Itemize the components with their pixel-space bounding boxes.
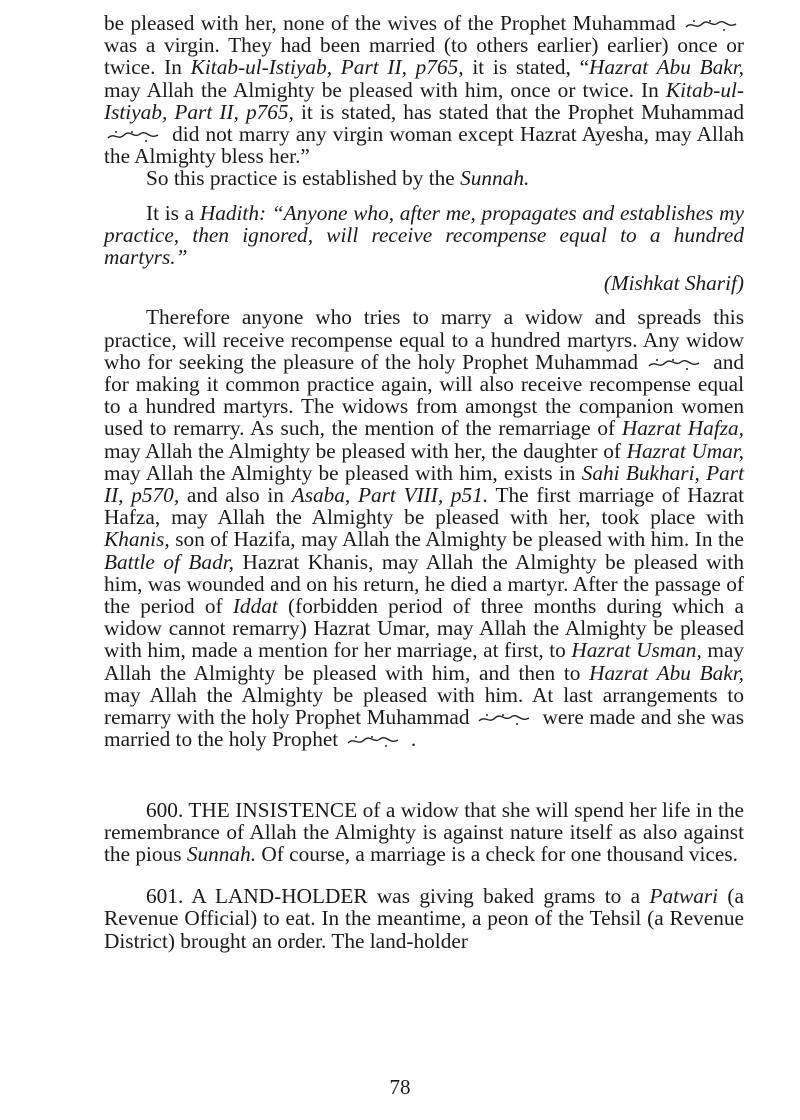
text: son of Hazifa, may Allah the Almighty be pleased with him. In the [169,527,744,552]
text: Therefore anyone who tries to marry a widow and spreads this practice, will receive recompense equal to a hundred martyrs. Any widow who for seeking the pleasure of the holy Prophet Muhammad [104,305,744,374]
citation: Asaba, Part VIII, p51. [291,483,489,508]
text: Hazrat Khanis, may Allah the Almighty be pleased with him, was wounded and on his return, he died a martyr. After the passage of the period of [104,549,744,619]
text: and also in [179,483,292,508]
text: (a Revenue Official) to eat. In the meantime, a peon of the Tehsil (a Revenue District) brought an order. The land-holder [104,884,744,953]
term: Sunnah. [460,166,530,191]
text: So this practice is established by the [146,166,461,191]
text: may Allah the Almighty be pleased with him, exists in [104,460,582,485]
quote: “Anyone who, after me, propagates and establishes my practice, then ignored, will receive recompense equal to a hundred martyrs.” [104,200,744,270]
arabic-salutation-icon [477,712,531,726]
text: did not marry any virgin woman except Hazrat Ayesha, may Allah the Almighty bless her.” [104,122,744,169]
arabic-salutation-icon [647,357,701,371]
citation-mishkat: (Mishkat Sharif) [603,271,744,296]
text: was a virgin. They had been married (to others earlier) earlier) once or twice. In [104,33,744,80]
text: be pleased with her, none of the wives of the Prophet Muhammad [104,11,682,35]
text: may Allah the Almighty be pleased with him. At last arrangements to remarry with the holy Prophet Muhammad [104,682,744,730]
text: Of course, a marriage is a check for one thousand vices. [256,841,738,866]
text: and for making it common practice again, will also receive recompense equal to a hundred martyrs. The widows from amongst the companion women used to remarry. As such, the mention of the remarriage of [104,349,744,441]
citation: Sahi Bukhari, Part II, p570, [104,460,744,508]
term: Patwari [649,884,719,909]
term: Battle of Badr, [104,549,234,574]
term: Sunnah. [186,841,257,866]
text: It is a [146,200,200,225]
term: Hadith: [199,200,267,225]
paragraph-sunnah [104,167,744,189]
page-number: 78 [389,1075,411,1099]
text: (forbidden period of three months during which a widow cannot remarry) Hazrat Umar, may Allah the Almighty be pleased with him, made a mention for her marriage, at first, to [104,594,745,663]
paragraph-wives [104,12,744,167]
name: Hazrat Abu Bakr, [589,55,744,80]
text: may Allah the Almighty be pleased with her, the daughter of [104,438,627,463]
citation: Kitab-ul-Istiyab, Part II, p765, [104,77,744,124]
text: . [405,727,417,752]
page-body [104,12,744,952]
paragraph-600 [104,799,744,866]
text: 600. THE INSISTENCE of a widow that she will spend her life in the remembrance of Allah the Almighty is against nature itself as also against the pious [104,797,744,866]
term: Iddat [232,594,278,619]
text: it is stated, “ [463,55,590,80]
name: Hazrat Umar, [626,438,744,463]
paragraph-601 [104,885,744,952]
text: were made and she was married to the holy Prophet [104,705,744,752]
paragraph-hadith [104,202,744,269]
text: 601. A LAND-HOLDER was giving baked grams to a [146,884,650,909]
text: it is stated, has stated that the Prophet Muhammad [293,99,744,124]
text: may Allah the Almighty be pleased with him, and then to [104,638,745,685]
name: Hazrat Usman, [571,638,702,663]
arabic-salutation-icon [106,129,160,143]
paragraph-widow [104,306,744,750]
text: The first marriage of Hazrat Hafza, may Allah the Almighty be pleased with her, took place with [104,483,745,530]
name: Hazrat Hafza, [621,416,745,441]
citation: Kitab-ul-Istiyab, Part II, p765, [190,55,464,80]
arabic-salutation-icon [346,734,400,748]
name: Hazrat Abu Bakr, [589,660,744,685]
name: Khanis, [104,527,170,552]
arabic-salutation-icon [684,18,738,32]
text: may Allah the Almighty be pleased with him, once or twice. In [104,77,666,102]
